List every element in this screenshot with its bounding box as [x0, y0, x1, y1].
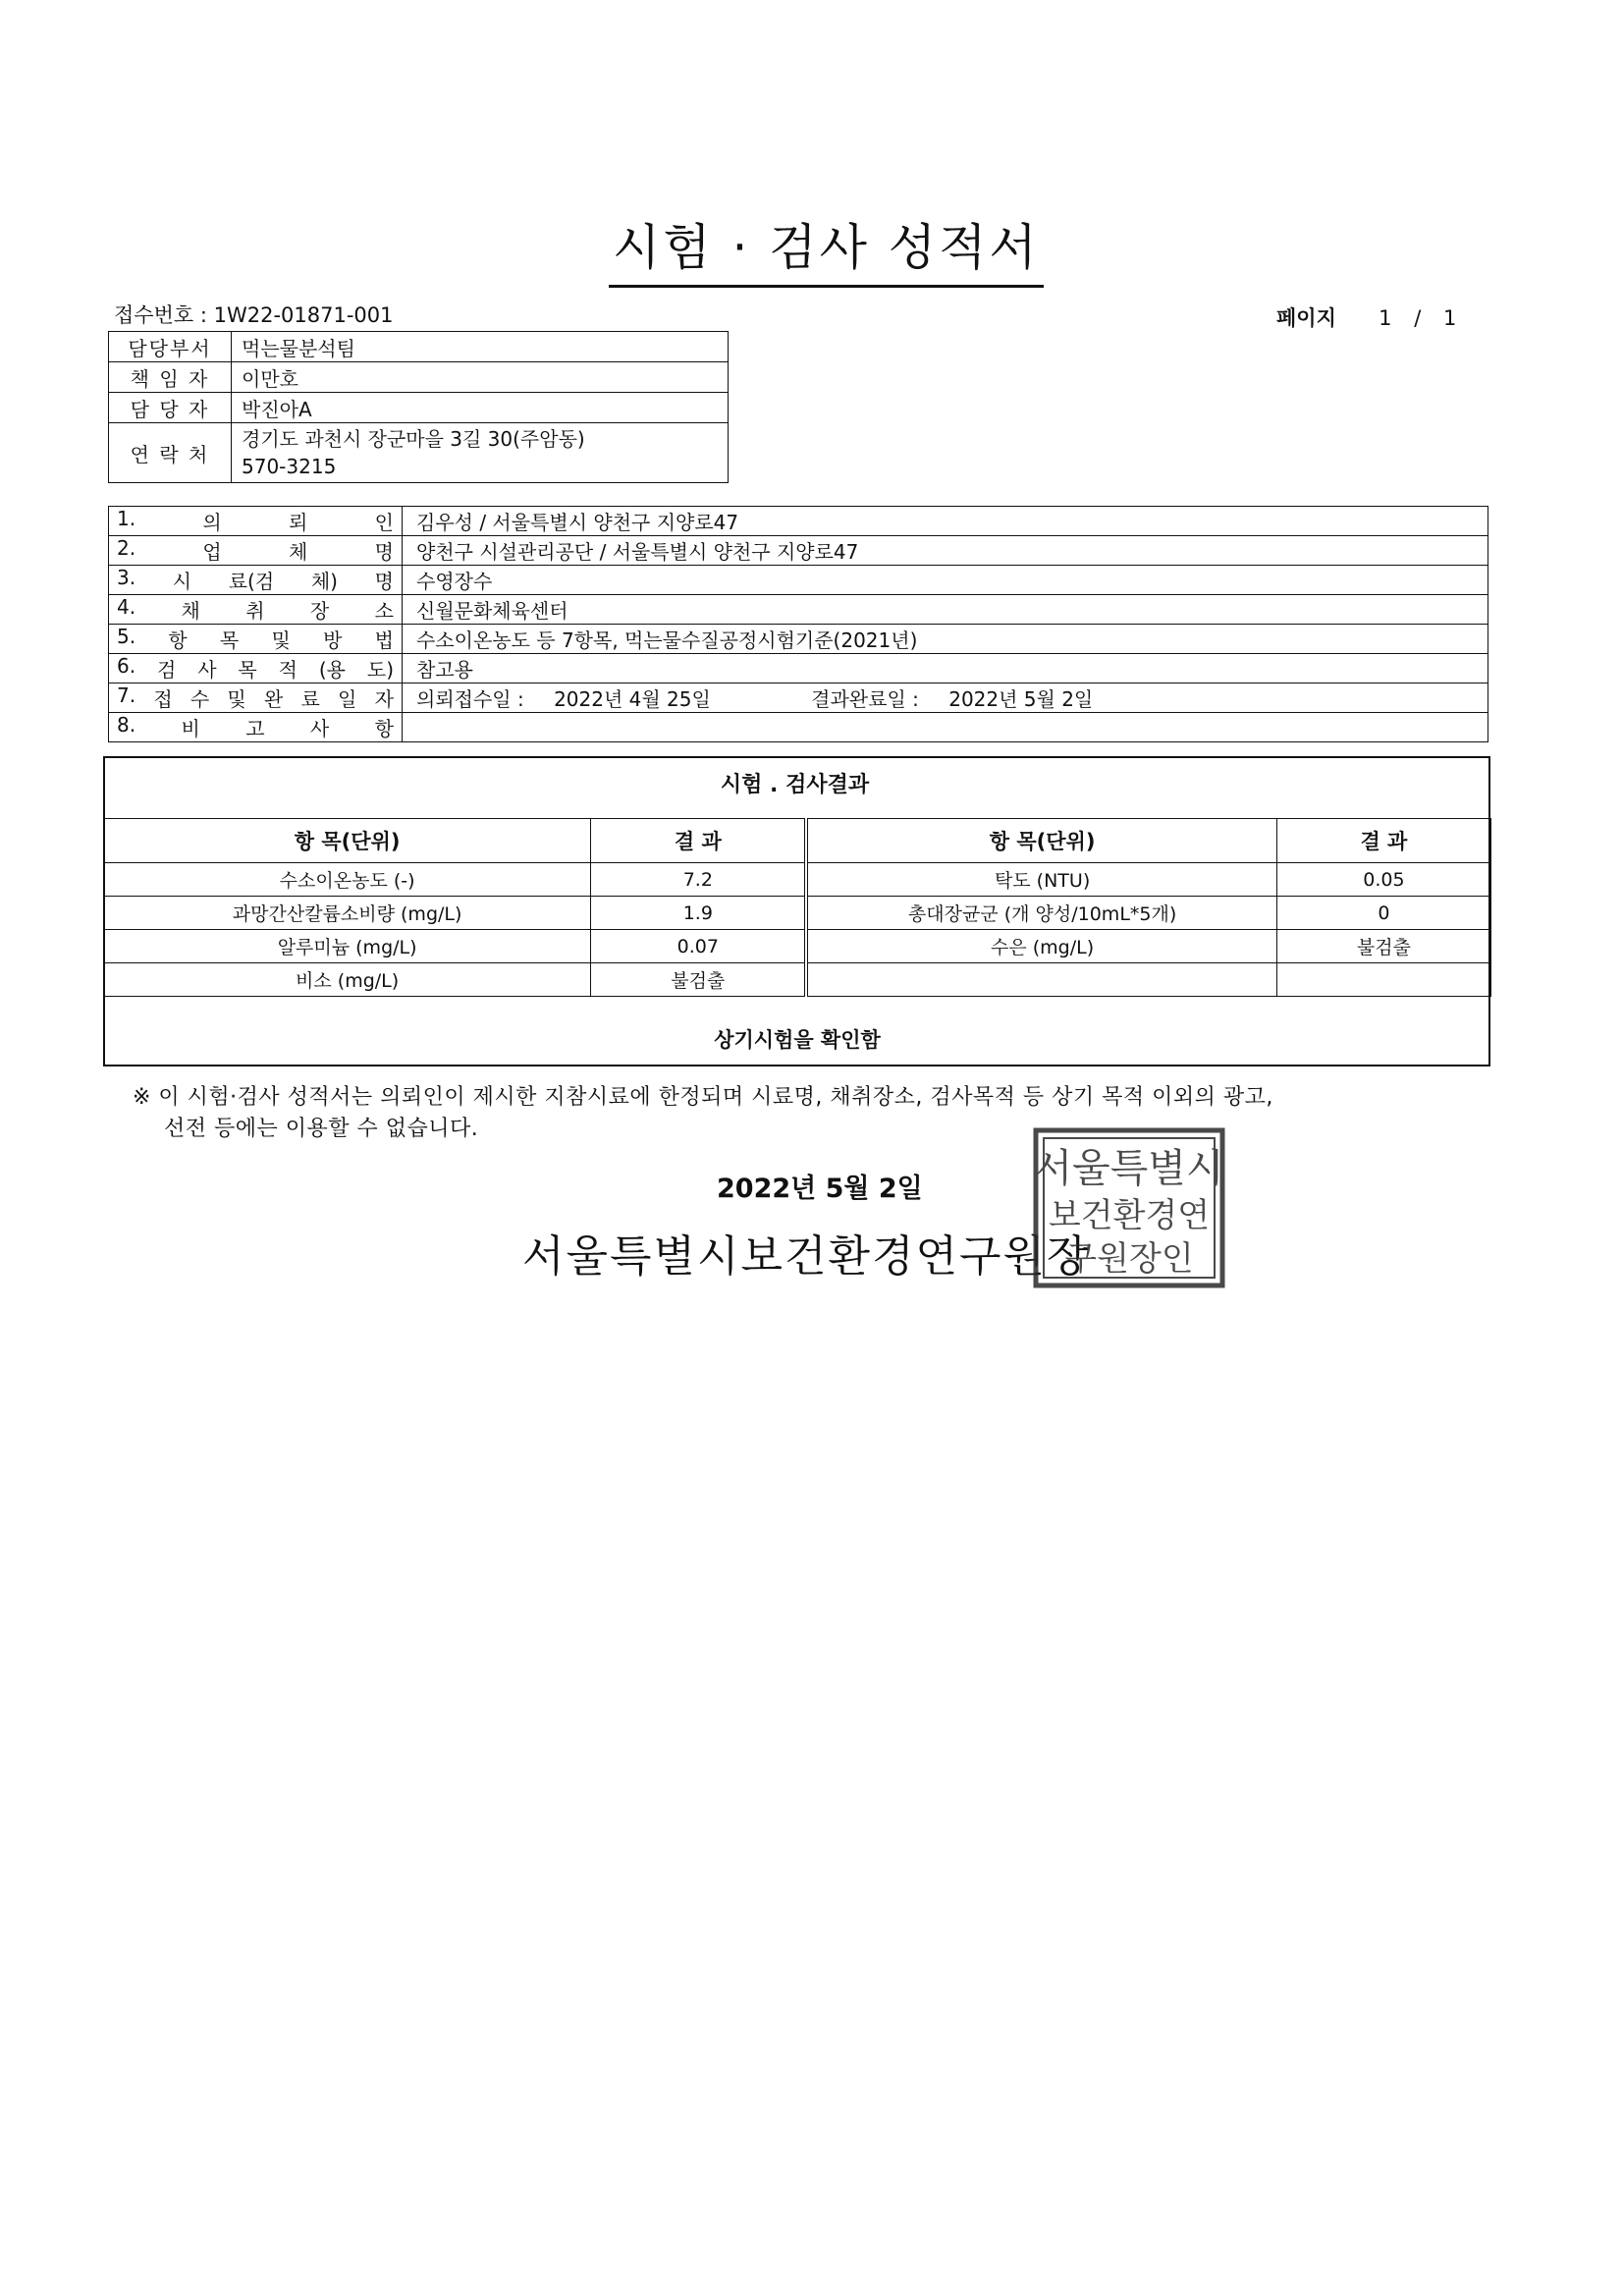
info-char: 료(검 [228, 570, 275, 593]
info-row-purpose [109, 654, 1488, 683]
staff-row [109, 393, 729, 423]
contact-address: 경기도 과천시 장군마을 3길 30(주암동) [242, 427, 585, 451]
result-value: 불검출 [591, 963, 807, 997]
results-title: 시험 . 검사결과 [720, 773, 870, 797]
notice-line-2: 선전 등에는 이용할 수 없습니다. [164, 1117, 479, 1141]
result-row [104, 930, 1491, 963]
info-char: 방 [323, 629, 343, 652]
info-char: 시 [172, 570, 192, 593]
info-char: 법 [374, 629, 394, 652]
result-item: 수은 (mg/L) [806, 930, 1276, 963]
info-num: 1. [117, 507, 136, 530]
info-char: 업 [202, 540, 222, 564]
info-char: 의 [202, 511, 222, 534]
dept-label: 담당부서 [109, 332, 232, 362]
result-value: 0.05 [1276, 863, 1490, 897]
info-char: 자 [374, 687, 394, 711]
info-label [109, 536, 403, 566]
result-item [806, 963, 1276, 997]
svg-text:보건환경연: 보건환경연 [1048, 1196, 1211, 1235]
info-char: 채 [181, 599, 200, 623]
issue-date: 2022년 5월 2일 [717, 1174, 923, 1204]
official-seal-stamp [1033, 1127, 1225, 1288]
manager-label: 책 임 자 [109, 362, 232, 393]
info-row-location [109, 595, 1488, 625]
requester-value: 김우성 / 서울특별시 양천구 지양로47 [403, 507, 1488, 536]
info-row-method [109, 625, 1488, 654]
receipt-number: 접수번호 : 1W22-01871-001 [114, 303, 394, 327]
info-char: 및 [271, 629, 291, 652]
result-value: 불검출 [1276, 930, 1490, 963]
location-value: 신월문화체육센터 [403, 595, 1488, 625]
staff-label: 담 당 자 [109, 393, 232, 423]
info-char: 접 [153, 687, 173, 711]
info-char: 고 [245, 717, 265, 740]
info-row-remarks [109, 713, 1488, 742]
page-label: 페이지 [1276, 306, 1336, 330]
result-header: 결 과 [591, 819, 807, 863]
confirmation-text: 상기시험을 확인함 [714, 1028, 881, 1052]
results-table [103, 818, 1491, 997]
info-row-sample [109, 566, 1488, 595]
contact-value [232, 423, 729, 483]
result-item: 수소이온농도 (-) [104, 863, 591, 897]
info-char: (용 [318, 658, 346, 682]
info-char: 취 [245, 599, 265, 623]
info-label [109, 566, 403, 595]
info-char: 인 [374, 511, 394, 534]
info-char: 료 [300, 687, 320, 711]
result-row [104, 963, 1491, 997]
info-char: 항 [168, 629, 188, 652]
info-char: 및 [227, 687, 246, 711]
manager-row [109, 362, 729, 393]
info-num: 6. [117, 654, 136, 678]
contact-phone: 570-3215 [242, 455, 337, 478]
info-row-requester [109, 507, 1488, 536]
info-char: 목 [219, 629, 240, 652]
info-row-dates [109, 683, 1488, 713]
info-char: 도) [366, 658, 394, 682]
result-item: 탁도 (NTU) [806, 863, 1276, 897]
contact-row [109, 423, 729, 483]
svg-text:구원장인: 구원장인 [1064, 1239, 1194, 1279]
received-label: 의뢰접수일 : [416, 687, 524, 711]
result-row [104, 863, 1491, 897]
completed-label: 결과완료일 : [811, 687, 919, 711]
result-item: 총대장균군 (개 양성/10mL*5개) [806, 897, 1276, 930]
issuer-name: 서울특별시보건환경연구원장 [522, 1231, 1091, 1282]
item-header: 항 목(단위) [104, 819, 591, 863]
info-char: 체 [289, 540, 308, 564]
info-char: 장 [309, 599, 330, 623]
item-header: 항 목(단위) [806, 819, 1276, 863]
page-value: 1 / 1 [1379, 306, 1465, 330]
result-item: 비소 (mg/L) [104, 963, 591, 997]
result-header: 결 과 [1276, 819, 1490, 863]
info-char: 수 [189, 687, 210, 711]
notice-line-1: ※ 이 시험·검사 성적서는 의뢰인이 제시한 지참시료에 한정되며 시료명, 채취장소, 검사목적 등 상기 목적 이외의 광고, [133, 1085, 1273, 1110]
receipt-value: 1W22-01871-001 [213, 303, 394, 327]
info-num: 5. [117, 625, 136, 648]
info-char: 사 [197, 658, 217, 682]
info-char: 목 [238, 658, 257, 682]
svg-text:서울특별시: 서울특별시 [1034, 1146, 1224, 1191]
info-char: 소 [374, 599, 394, 623]
info-label [109, 595, 403, 625]
request-info-table [108, 506, 1488, 742]
dept-row [109, 332, 729, 362]
completed-date: 2022년 5월 2일 [948, 687, 1094, 711]
info-char: 검 [156, 658, 177, 682]
result-item: 알루미늄 (mg/L) [104, 930, 591, 963]
results-header-row [104, 819, 1491, 863]
info-row-company [109, 536, 1488, 566]
document-title: 시험 · 검사 성적서 [609, 208, 1044, 288]
info-char: 일 [338, 687, 357, 711]
info-char: 적 [278, 658, 298, 682]
info-char: 체) [310, 570, 338, 593]
manager-value: 이만호 [232, 362, 729, 393]
info-label [109, 625, 403, 654]
result-value: 1.9 [591, 897, 807, 930]
department-table [108, 331, 729, 483]
result-value: 0 [1276, 897, 1490, 930]
dates-value [403, 683, 1488, 713]
info-char: 명 [374, 570, 394, 593]
sample-value: 수영장수 [403, 566, 1488, 595]
result-value [1276, 963, 1490, 997]
remarks-value [403, 713, 1488, 742]
method-value: 수소이온농도 등 7항목, 먹는물수질공정시험기준(2021년) [403, 625, 1488, 654]
purpose-value: 참고용 [403, 654, 1488, 683]
info-char: 명 [374, 540, 394, 564]
received-date: 2022년 4월 25일 [554, 687, 711, 711]
result-item: 과망간산칼륨소비량 (mg/L) [104, 897, 591, 930]
info-num: 4. [117, 595, 136, 619]
info-num: 8. [117, 713, 136, 737]
result-row [104, 897, 1491, 930]
info-label [109, 713, 403, 742]
info-label [109, 507, 403, 536]
result-value: 7.2 [591, 863, 807, 897]
result-value: 0.07 [591, 930, 807, 963]
info-num: 3. [117, 566, 136, 589]
company-value: 양천구 시설관리공단 / 서울특별시 양천구 지양로47 [403, 536, 1488, 566]
info-label [109, 654, 403, 683]
page-indicator [1276, 302, 1464, 332]
info-char: 사 [309, 717, 330, 740]
dept-value: 먹는물분석팀 [232, 332, 729, 362]
info-char: 뢰 [289, 511, 308, 534]
info-num: 2. [117, 536, 136, 560]
info-char: 항 [374, 717, 394, 740]
contact-label: 연 락 처 [109, 423, 232, 483]
info-label [109, 683, 403, 713]
info-char: 완 [263, 687, 284, 711]
info-num: 7. [117, 683, 136, 707]
staff-value: 박진아A [232, 393, 729, 423]
info-char: 비 [181, 717, 200, 740]
receipt-label: 접수번호 [114, 303, 194, 327]
